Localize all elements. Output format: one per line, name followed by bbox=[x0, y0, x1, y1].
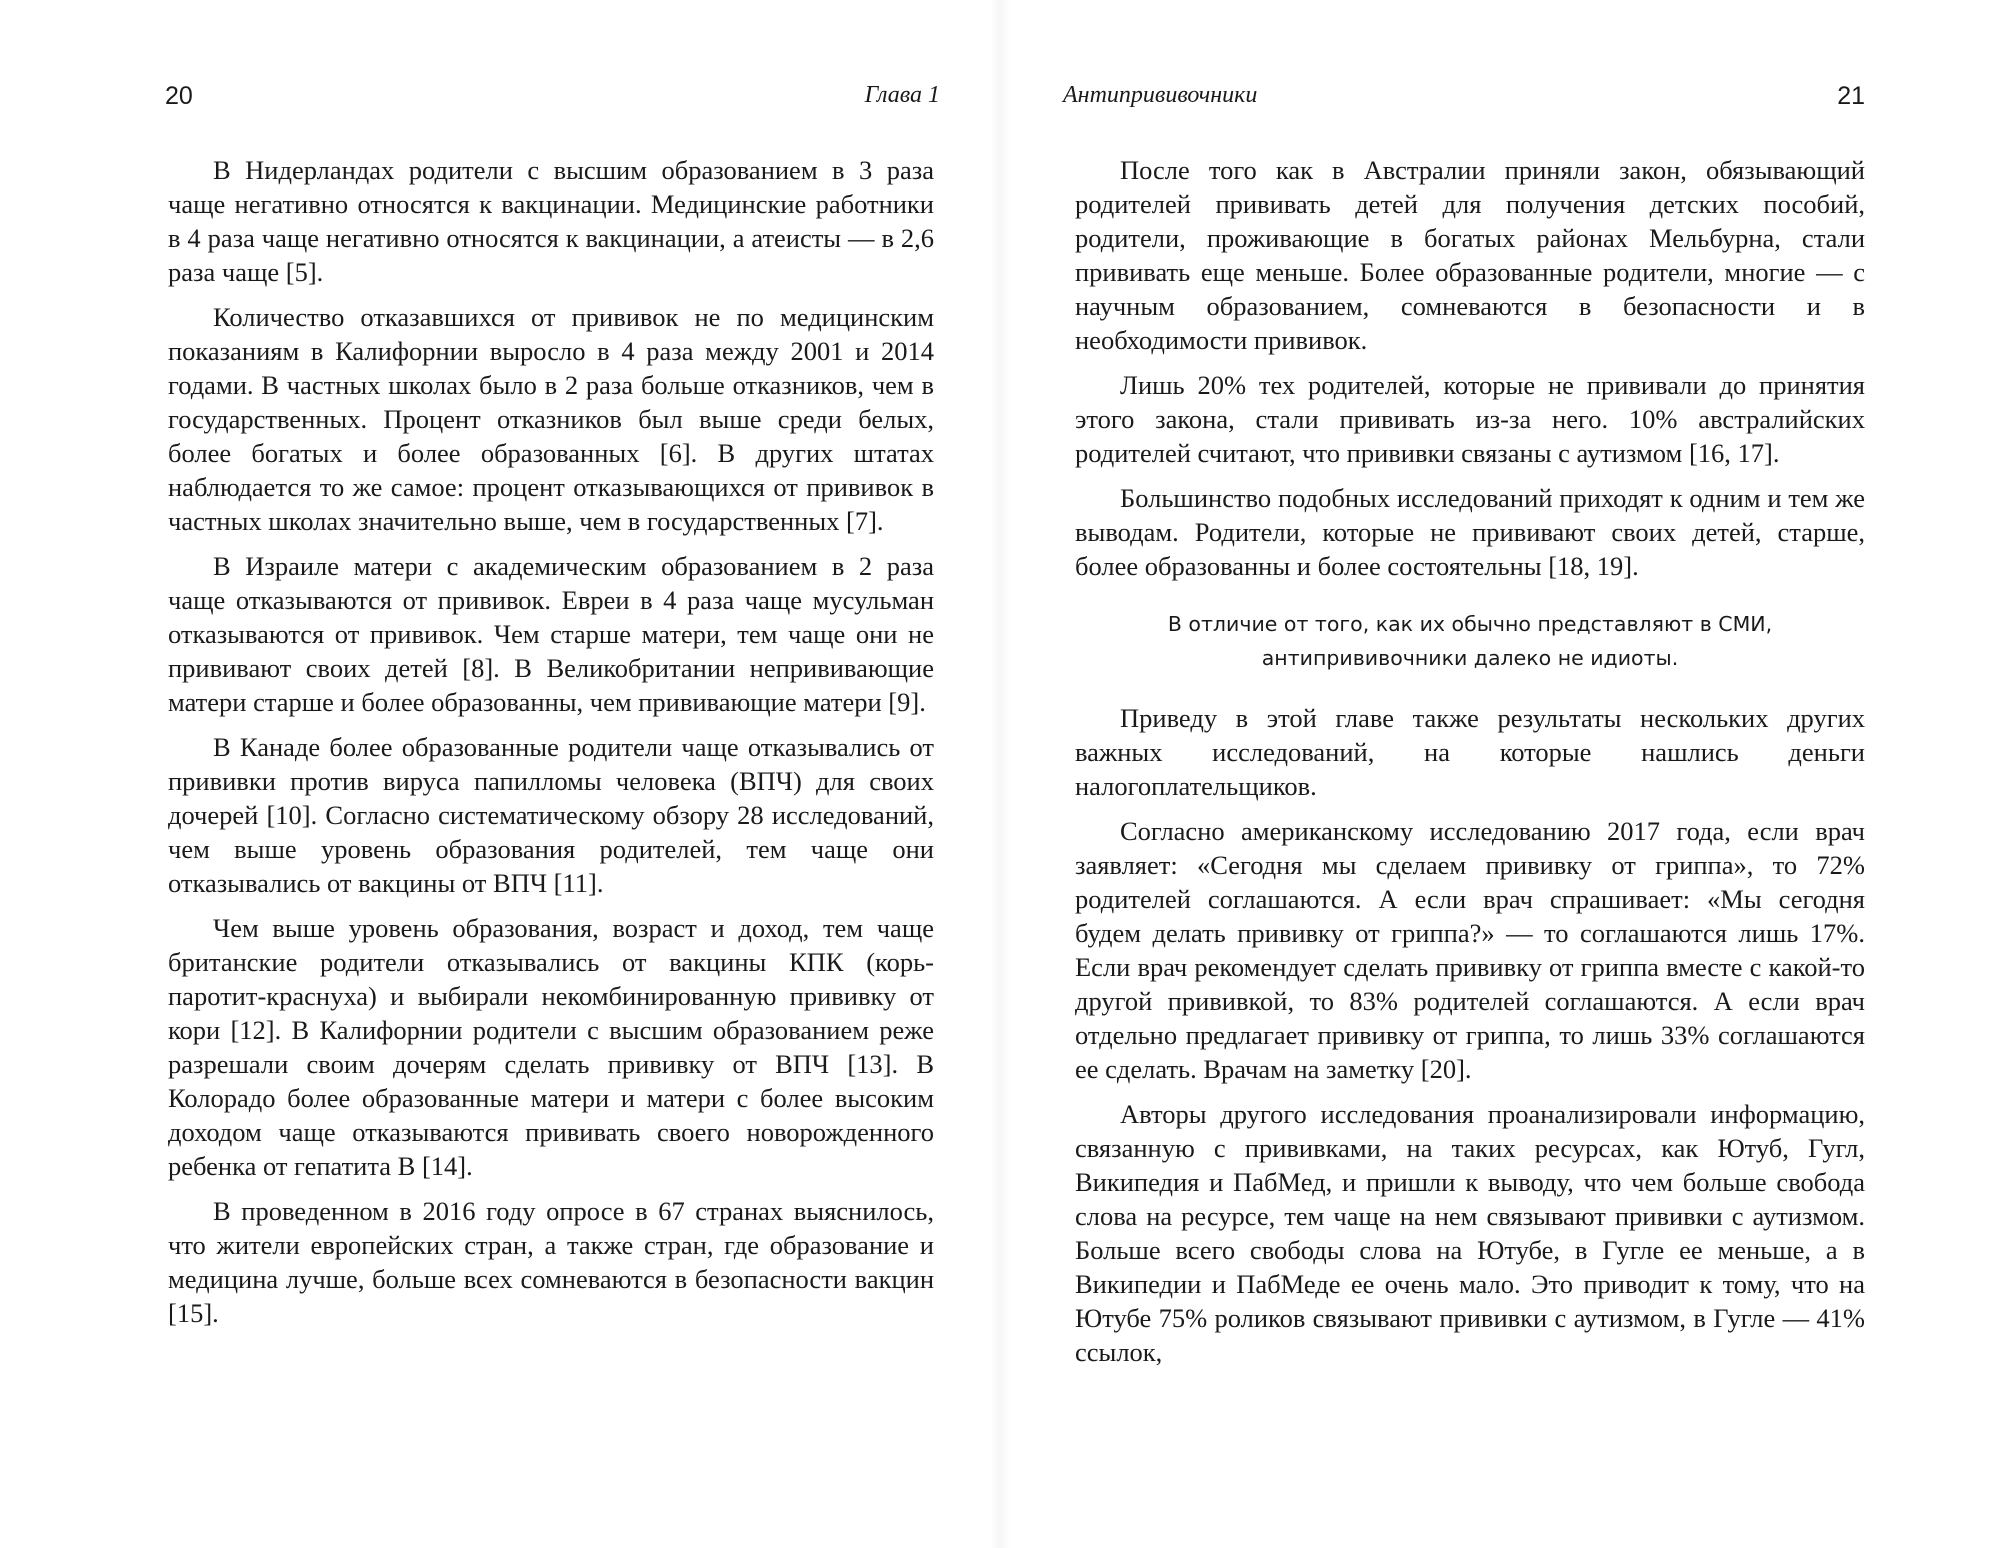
paragraph: Согласно американскому исследованию 2017 года, если врач заявляет: «Сегодня мы сделаем прививку от гриппа», то 72% родителей соглашаются. А если врач спрашивает: «Мы сегодня будем делать прививку от гриппа?» — то соглашаются лишь 17%. Если врач рекомендует сделать прививку от гриппа вместе с какой-то другой прививкой, то 83% родителей соглашаются. А если врач отдельно предлагает прививку от гриппа, то лишь 33% соглашаются ее сделать. Врачам на заметку [20]. bbox=[1075, 816, 1865, 1084]
paragraph: Приведу в этой главе также результаты нескольких других важных исследований, на которые нашлись деньги налогоплательщиков. bbox=[1075, 703, 1865, 801]
paragraph: В Канаде более образованные родители чаще отказывались от прививки против вируса папилломы человека (ВПЧ) для своих дочерей [10]. Согласно систематическому обзору 28 исследований, чем выше уровень образования родителей, тем чаще они отказывались от вакцины от ВПЧ [11]. bbox=[168, 732, 934, 898]
paragraph: Лишь 20% тех родителей, которые не прививали до принятия этого закона, стали прививать из-за него. 10% австралийских родителей считают, что прививки связаны с аутизмом [16, 17]. bbox=[1075, 370, 1865, 468]
page-number: 21 bbox=[1837, 82, 1865, 110]
paragraph: Большинство подобных исследований приходят к одним и тем же выводам. Родители, которые не прививают своих детей, старше, более образованны и более состоятельны [18, 19]. bbox=[1075, 483, 1865, 581]
right-page bbox=[1000, 0, 2000, 1548]
running-head-chapter: Глава 1 bbox=[864, 82, 940, 108]
paragraph: В Израиле матери с академическим образованием в 2 раза чаще отказываются от прививок. Евреи в 4 раза чаще мусульман отказываются от прививок. Чем старше матери, тем чаще они не прививают своих детей [8]. В Великобритании непрививающие матери старше и более образованны, чем прививающие матери [9]. bbox=[168, 551, 934, 717]
paragraph: После того как в Австралии приняли закон, обязывающий родителей прививать детей для получения детских пособий, родители, проживающие в богатых районах Мельбурна, стали прививать еще меньше. Более образованные родители, многие — с научным образованием, сомневаются в безопасности и в необходимости прививок. bbox=[1075, 155, 1865, 355]
page-number: 20 bbox=[165, 82, 193, 110]
paragraph: Чем выше уровень образования, возраст и доход, тем чаще британские родители отказывались от вакцины КПК (корь-паротит-краснуха) и выбирали некомбинированную прививку от кори [12]. В Калифорнии родители с высшим образованием реже разрешали своим дочерям сделать прививку от ВПЧ [13]. В Колорадо более образованные матери и матери с более высоким доходом чаще отказываются прививать своего новорожденного ребенка от гепатита В [14]. bbox=[168, 913, 934, 1181]
paragraph: Авторы другого исследования проанализировали информацию, связанную с прививками, на таких ресурсах, как Ютуб, Гугл, Википедия и ПабМед, и пришли к выводу, что чем больше свобода слова на ресурсе, тем чаще на нем связывают прививки с аутизмом. Больше всего свободы слова на Ютубе, в Гугле ее меньше, а в Википедии и ПабМеде ее очень мало. Это приводит к тому, что на Ютубе 75% роликов связывают прививки с аутизмом, в Гугле — 41% ссылок, bbox=[1075, 1099, 1865, 1367]
paragraph: Количество отказавшихся от прививок не по медицинским показаниям в Калифорнии выросло в 4 раза между 2001 и 2014 годами. В частных школах было в 2 раза больше отказников, чем в государственных. Процент отказников был выше среди белых, более богатых и более образованных [6]. В других штатах наблюдается то же самое: процент отказывающихся от прививок в частных школах значительно выше, чем в государственных [7]. bbox=[168, 302, 934, 536]
paragraph: В проведенном в 2016 году опросе в 67 странах выяснилось, что жители европейских стран, а также стран, где образование и медицина лучше, больше всех сомневаются в безопасности вакцин [15]. bbox=[168, 1196, 934, 1328]
paragraph: В Нидерландах родители с высшим образованием в 3 раза чаще негативно относятся к вакцинации. Медицинские работники в 4 раза чаще негативно относятся к вакцинации, а атеисты — в 2,6 раза чаще [5]. bbox=[168, 155, 934, 287]
left-page-body bbox=[168, 153, 934, 1341]
right-page-body bbox=[1075, 153, 1865, 1380]
running-head-title: Антипрививочники bbox=[1063, 82, 1258, 108]
pull-quote: В отличие от того, как их обычно представляют в СМИ, антипрививочники далеко не идиоты. bbox=[1167, 612, 1773, 670]
